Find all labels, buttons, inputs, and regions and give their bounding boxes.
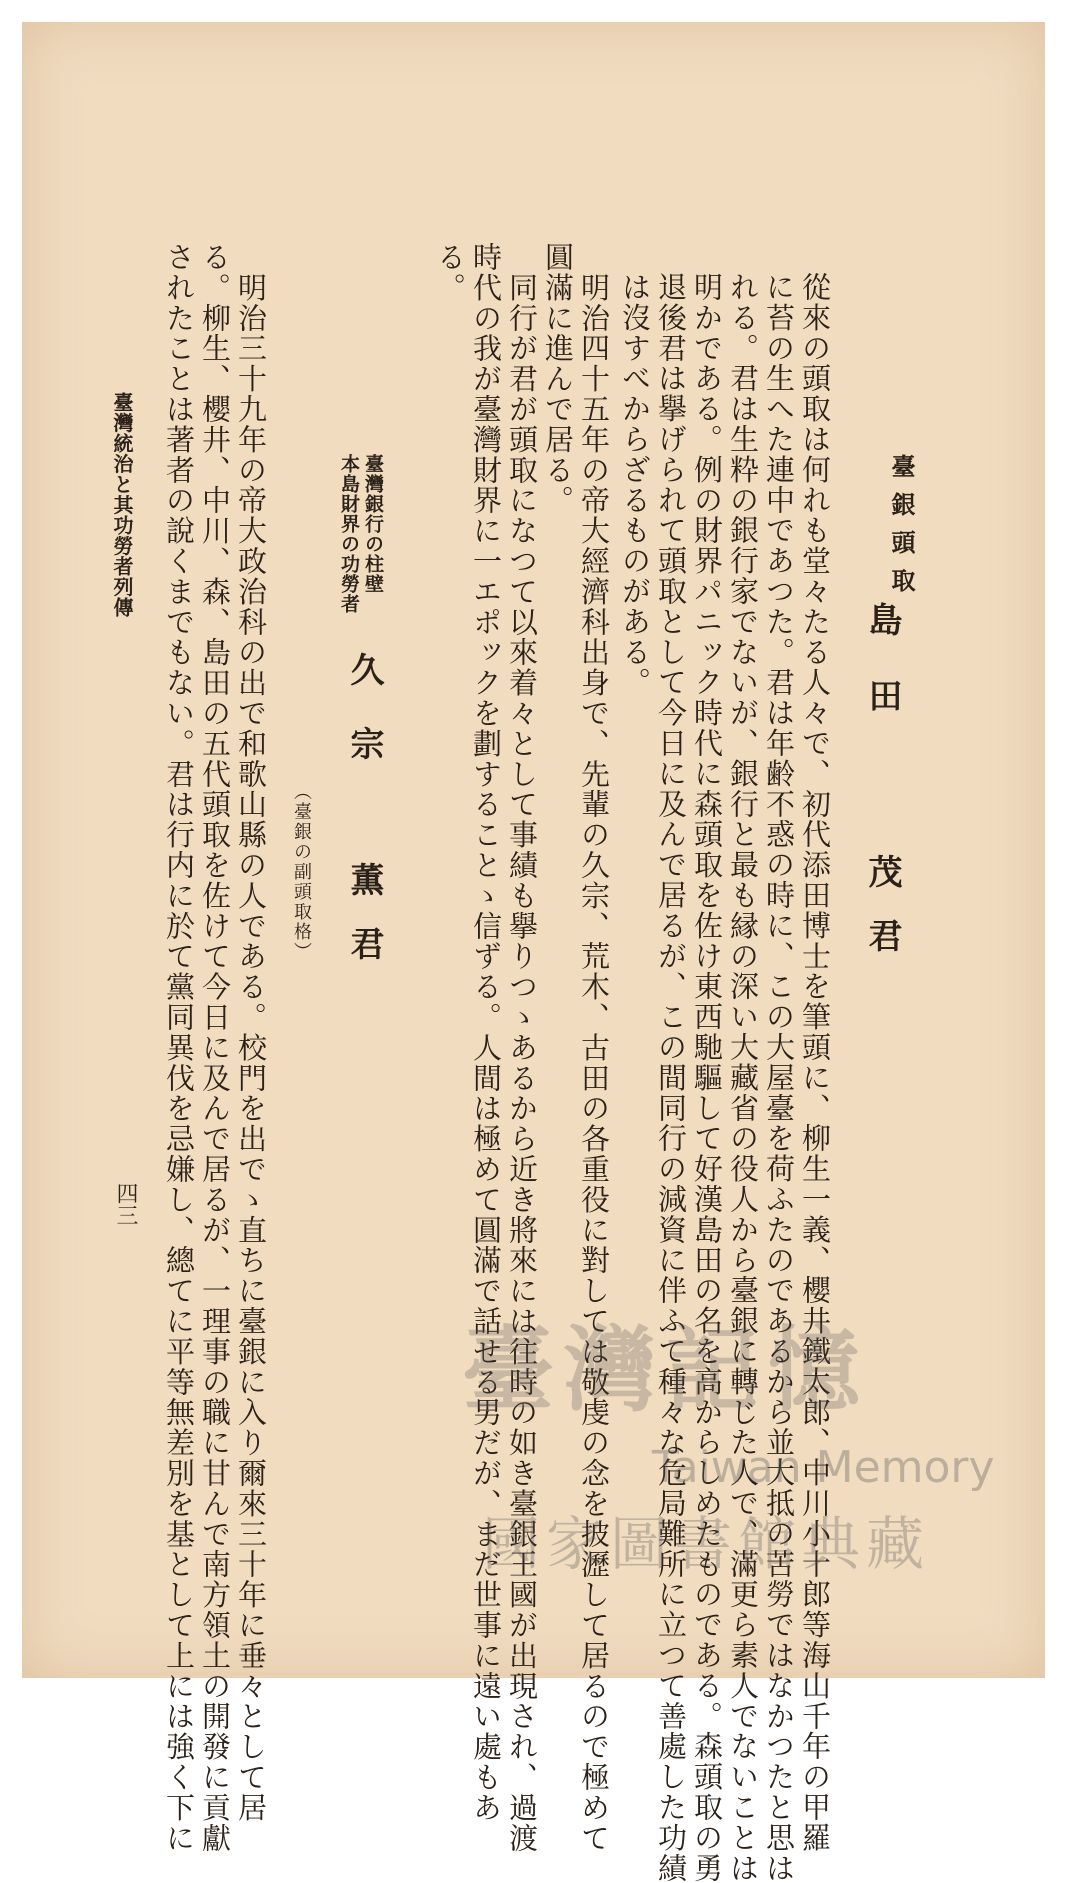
article1-line-5: 退後君は擧げられて頭取として今日に及んで居るが、この間同行の減資に伴ふて種々な危局難所に立つて善處した功績 [654,272,688,1883]
article1-line-2: に苔の生へた連中であつた。君は年齢不惑の時に、この大屋臺を荷ふたのであるから並大抵の苦勞ではなかつたと思は [762,272,796,1883]
article1-name2: 茂君 [862,854,902,982]
article1-line-4: 明かである。例の財界パニック時代に森頭取を佐け東西馳驅して好漢島田の名を高からしめたものである。森頭取の勇 [690,272,724,1883]
article1-line-7: 明治四十五年の帝大經濟科出身で、先輩の久宗、荒木、古田の各重役に對しては敬虔の念を披瀝して居るので極めて [577,242,611,1854]
article1-line-10: 時代の我が臺灣財界に一エポックを劃することゝ信ずる。人間は極めて圓滿で話せる男だが、まだ世事に遠い處もあ [469,242,503,1823]
article2-note: （臺銀の副頭取格） [291,782,312,962]
article1-line-11: る。 [433,242,467,303]
watermark-english: Taiwan Memory [652,1442,995,1493]
article1-header: 臺銀頭取 [887,454,916,606]
article2-subtitle-1: 臺灣銀行の柱壁 [362,454,384,594]
book-page [22,22,1045,1883]
running-title: 臺灣統治と其功勞者列傳 [110,392,134,618]
article2-name2: 薫君 [344,862,384,990]
watermark-institution: 國家圖書館典藏 [482,1510,931,1578]
article1-name: 島田 [862,602,902,754]
article2-name: 久宗 [344,652,384,800]
article2-line-1: 明治三十九年の帝大政治科の出で和歌山縣の人である。校門を出でゝ直ちに臺銀に入り爾來三十年に垂々として居 [234,242,268,1823]
article1-line-3: れる。君は生粋の銀行家でないが、銀行と最も縁の深い大藏省の役人から臺銀に轉じた人で、滿更ら素人でないことは [726,272,760,1883]
article2-subtitle-2: 本島財界の功勞者 [338,454,360,614]
article1-line-1: 從來の頭取は何れも堂々たる人々で、初代添田博士を筆頭に、柳生一義、櫻井鐵太郎、中川小十郎等海山千年の甲羅 [798,272,832,1853]
watermark-main: 臺灣記憶 [462,1316,871,1424]
article1-line-6: は沒すべからざるものがある。 [618,272,652,698]
article2-line-3: されたことは著者の說くまでもない。君は行内に於て黨同異伐を忌嫌し、總てに平等無差別を基として上には強く下に [162,242,196,1854]
article2-line-2: る。柳生、櫻井、中川、森、島田の五代頭取を佐けて今日に及んで居るが、一理事の職に甘んで南方領土の開發に貢獻 [198,242,232,1854]
article1-line-9: 同行が君が頭取になつて以來着々として事績も擧りつゝあるから近き將來には往時の如き臺銀王國が出現され、過渡 [505,242,539,1854]
page-number: 四三 [113,1182,138,1226]
article1-line-8: 圓滿に進んで居る。 [541,242,575,516]
watermark [462,1297,1022,1578]
